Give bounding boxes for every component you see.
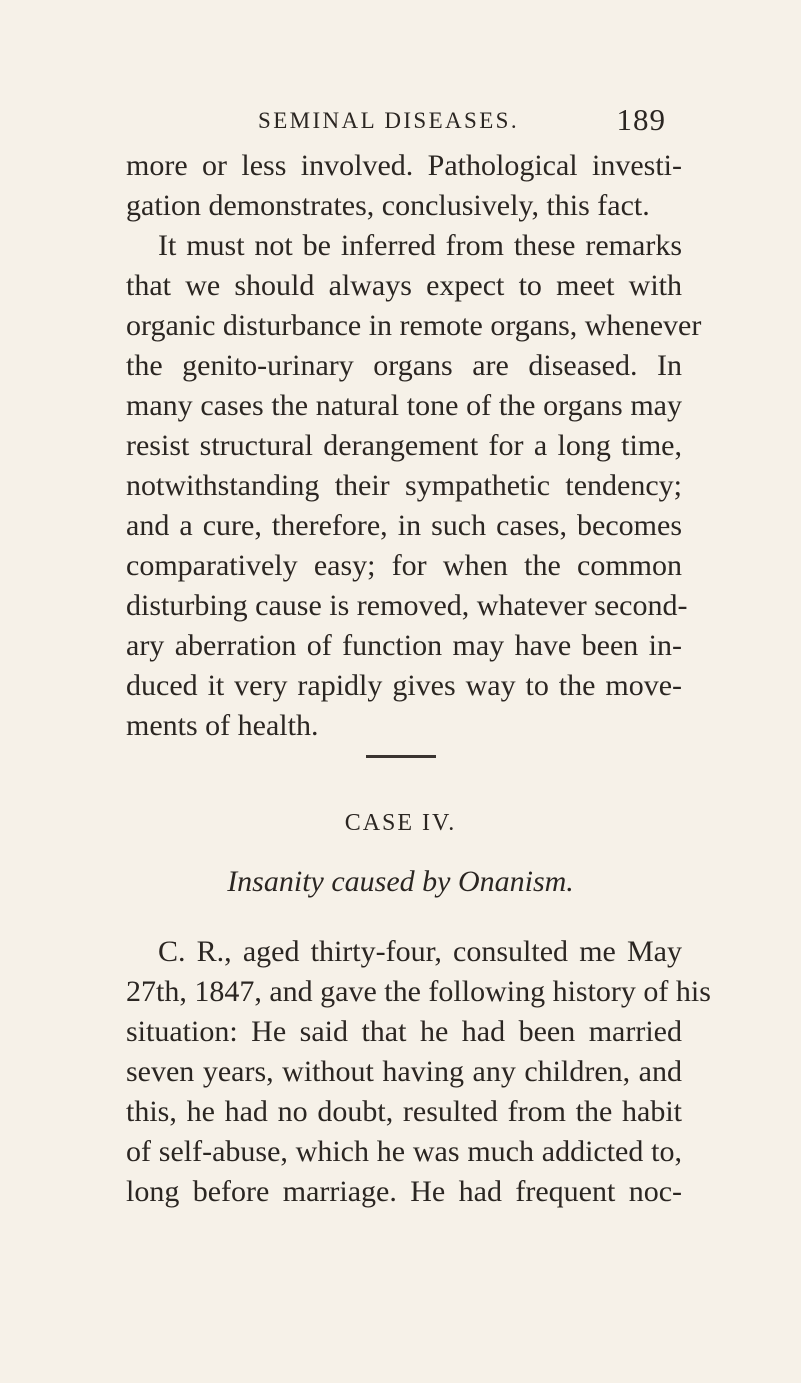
- running-title: SEMINAL DISEASES.: [258, 108, 520, 133]
- text-line: ary aberration of function may have been in-: [126, 629, 682, 662]
- page-number: 189: [616, 102, 666, 137]
- text-line: It must not be inferred from these remarks: [158, 229, 682, 262]
- text-line: situation: He said that he had been married: [126, 1015, 682, 1048]
- text-line: this, he had no doubt, resulted from the habit: [126, 1095, 682, 1128]
- case-subtitle: Insanity caused by Onanism.: [227, 865, 574, 898]
- text-line: notwithstanding their sympathetic tendency;: [126, 469, 682, 502]
- text-line: of self-abuse, which he was much addicted to,: [126, 1135, 682, 1168]
- text-line: many cases the natural tone of the organs may: [126, 389, 682, 422]
- text-line: more or less involved. Pathological investi-: [126, 149, 682, 182]
- running-head: [258, 102, 666, 137]
- text-line: gation demonstrates, conclusively, this fact.: [126, 189, 650, 222]
- text-line: resist structural derangement for a long time,: [126, 429, 682, 462]
- section-divider: [366, 755, 436, 758]
- text-line: duced it very rapidly gives way to the move-: [126, 669, 682, 702]
- text-line: disturbing cause is removed, whatever second-: [126, 589, 688, 622]
- case-heading: CASE IV.: [344, 810, 457, 836]
- text-line: 27th, 1847, and gave the following history of his: [126, 975, 711, 1008]
- text-line: organic disturbance in remote organs, whenever: [126, 309, 702, 342]
- text-line: long before marriage. He had frequent noc-: [126, 1175, 682, 1208]
- text-line: ments of health.: [126, 709, 319, 742]
- text-line: the genito-urinary organs are diseased. In: [126, 349, 682, 382]
- text-line: C. R., aged thirty-four, consulted me May: [158, 935, 682, 968]
- text-line: that we should always expect to meet with: [126, 269, 682, 302]
- text-line: and a cure, therefore, in such cases, becomes: [126, 509, 682, 542]
- text-line: comparatively easy; for when the common: [126, 549, 682, 582]
- text-line: seven years, without having any children, and: [126, 1055, 682, 1088]
